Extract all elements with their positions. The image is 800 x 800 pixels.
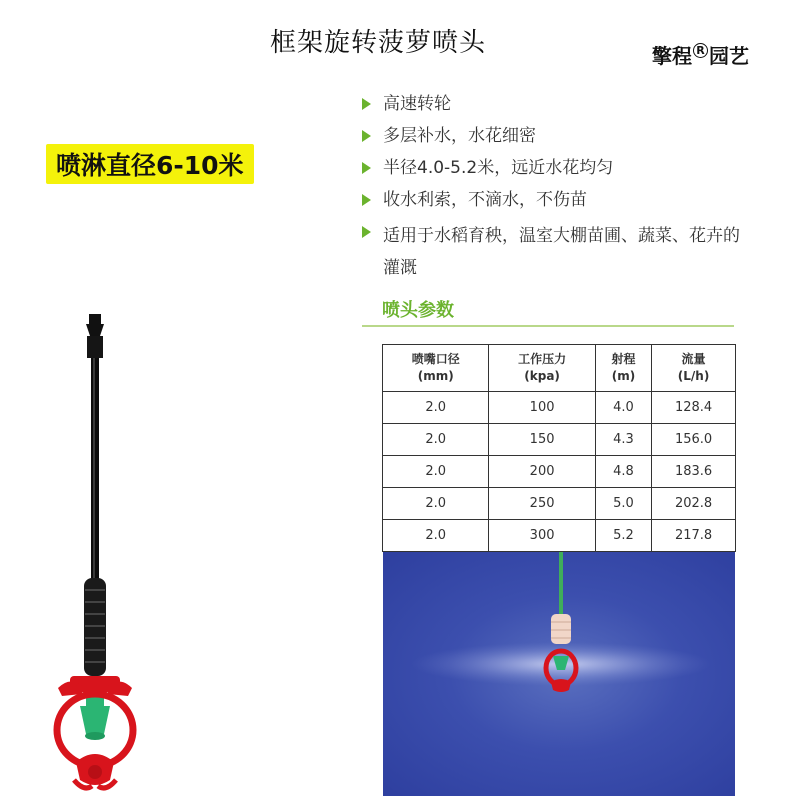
table-cell: 100 (489, 392, 595, 424)
table-cell: 250 (489, 488, 595, 520)
brand-name-right: 园艺 (709, 44, 749, 68)
hose-coupling (551, 614, 571, 644)
brand-name-left: 擎程 (652, 44, 692, 68)
feature-text: 收水利索，不滴水，不伤苗 (383, 190, 587, 210)
table-cell: 4.8 (595, 456, 651, 488)
params-table (382, 344, 736, 552)
params-section-title: 喷头参数 (382, 300, 454, 321)
table-cell: 2.0 (383, 456, 489, 488)
table-cell: 2.0 (383, 520, 489, 552)
table-cell: 2.0 (383, 488, 489, 520)
pipe-highlight (93, 358, 95, 580)
spray-scene (383, 552, 735, 796)
table-cell: 4.0 (595, 392, 651, 424)
header-working-pressure (489, 345, 595, 392)
bullet-arrow-icon (362, 162, 371, 174)
table-cell: 183.6 (652, 456, 736, 488)
bullet-arrow-icon (362, 130, 371, 142)
sprinkler-illustration (40, 310, 160, 800)
feature-text: 高速转轮 (383, 94, 451, 114)
sprinkler-product-image (40, 310, 160, 800)
barb-connector (89, 314, 101, 324)
table-cell: 5.0 (595, 488, 651, 520)
header-label: 流量 (681, 352, 706, 366)
header-range (595, 345, 651, 392)
header-unit: (kpa) (524, 369, 560, 383)
feature-item (360, 188, 750, 212)
spray-diameter-badge: 喷淋直径6-10米 (46, 144, 254, 184)
table-cell: 200 (489, 456, 595, 488)
table-cell: 4.3 (595, 424, 651, 456)
table-cell: 150 (489, 424, 595, 456)
feature-list (360, 92, 750, 292)
table-row (383, 392, 736, 424)
header-unit: (L/h) (677, 369, 710, 383)
rotor-hub (88, 765, 102, 779)
table-cell: 202.8 (652, 488, 736, 520)
table-cell: 217.8 (652, 520, 736, 552)
feature-item (360, 124, 750, 148)
feature-item (360, 156, 750, 180)
header-flow (652, 345, 736, 392)
feature-text: 半径4.0-5.2米，远近水花均匀 (383, 158, 614, 178)
header-unit: (mm) (417, 369, 454, 383)
table-row (383, 424, 736, 456)
barb-tip (86, 324, 104, 336)
table-row (383, 488, 736, 520)
feature-item (360, 220, 750, 284)
header-label: 喷嘴口径 (411, 352, 460, 366)
feature-text: 多层补水，水花细密 (383, 126, 536, 146)
header-label: 工作压力 (518, 352, 567, 366)
header-nozzle-diameter (383, 345, 489, 392)
header-unit: (m) (611, 369, 636, 383)
table-cell: 300 (489, 520, 595, 552)
table-cell: 5.2 (595, 520, 651, 552)
table-cell: 128.4 (652, 392, 736, 424)
sprinkler-rotor (551, 679, 571, 692)
bullet-arrow-icon (362, 98, 371, 110)
section-divider (362, 325, 734, 327)
nozzle-tip (85, 732, 105, 740)
table-cell: 156.0 (652, 424, 736, 456)
table-cell: 2.0 (383, 392, 489, 424)
nozzle-cone (80, 706, 110, 734)
registered-mark: R (693, 43, 708, 58)
page-title: 框架旋转菠萝喷头 (270, 28, 487, 58)
header-label: 射程 (611, 352, 636, 366)
feature-text: 适用于水稻育秧，温室大棚苗圃、蔬菜、花卉的灌溉 (383, 226, 740, 278)
table-row (383, 520, 736, 552)
brand-logo (652, 40, 749, 69)
connector-ring (87, 336, 103, 358)
table-cell: 2.0 (383, 424, 489, 456)
spraying-demo-photo (383, 552, 735, 796)
feature-item (360, 92, 750, 116)
table-row (383, 456, 736, 488)
bullet-arrow-icon (362, 194, 371, 206)
bullet-arrow-icon (362, 226, 371, 238)
table-header-row (383, 345, 736, 392)
